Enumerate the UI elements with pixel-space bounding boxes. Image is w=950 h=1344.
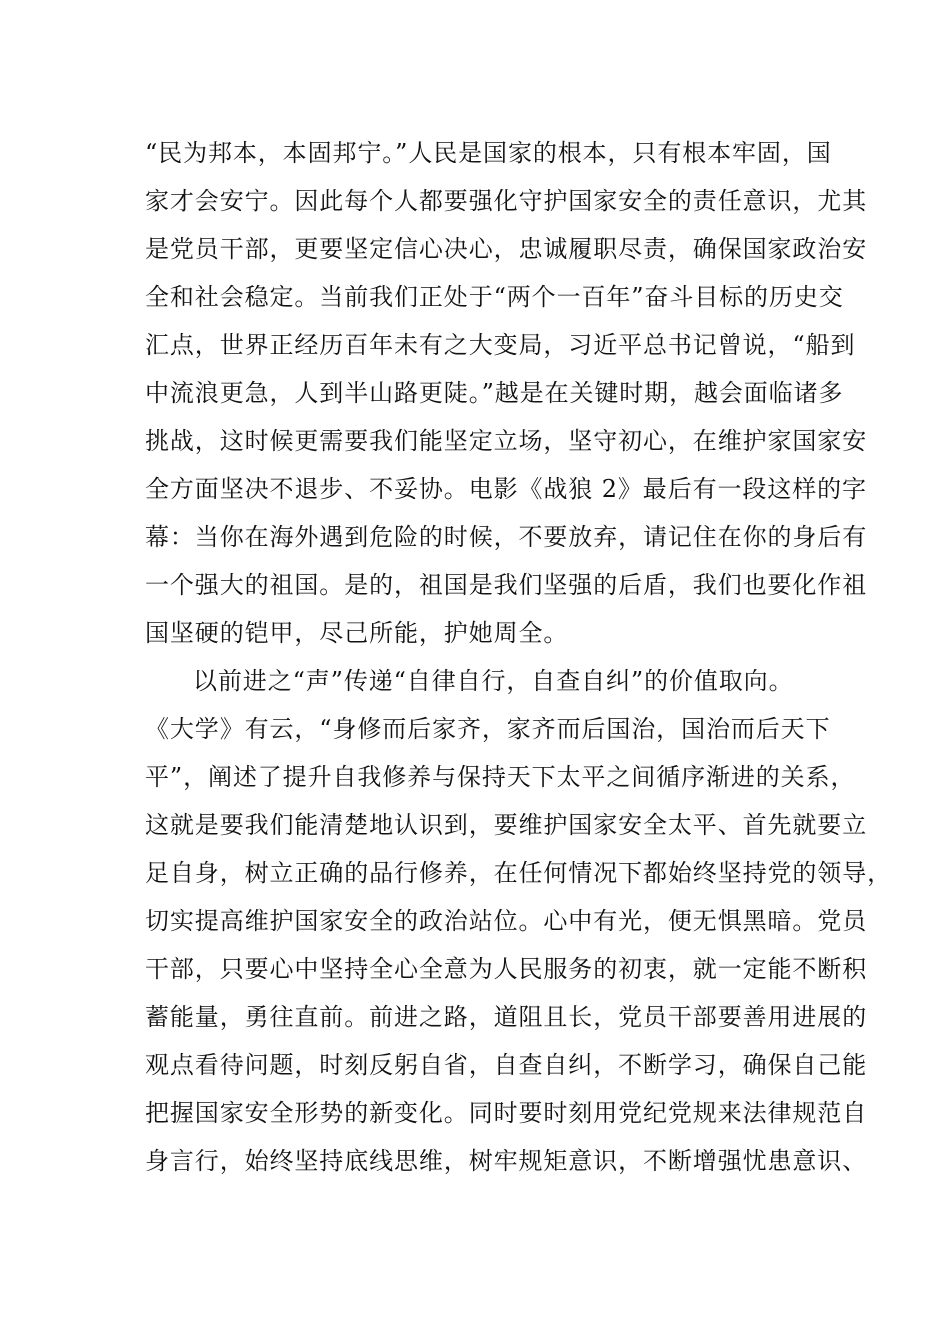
text-line: “民为邦本，本固邦宁。”人民是国家的根本，只有根本牢固，国 (145, 139, 832, 167)
text-line: 全和社会稳定。当前我们正处于“两个一百年”奋斗目标的历史交 (145, 283, 844, 311)
text-line: 观点看待问题，时刻反躬自省，自查自纠，不断学习，确保自己能 (145, 1051, 868, 1079)
text-line: 全方面坚决不退步、不妥协。电影《战狼 2》最后有一段这样的字 (145, 475, 867, 503)
text-line: 干部，只要心中坚持全心全意为人民服务的初衷，就一定能不断积 (145, 955, 868, 983)
text-line: 挑战，这时候更需要我们能坚定立场，坚守初心，在维护家国家安 (145, 427, 868, 455)
text-line: 把握国家安全形势的新变化。同时要时刻用党纪党规来法律规范自 (145, 1099, 868, 1127)
text-line: 切实提高维护国家安全的政治站位。心中有光，便无惧黑暗。党员 (145, 907, 868, 935)
text-line: 国坚硬的铠甲，尽己所能，护她周全。 (145, 619, 569, 647)
text-line: 足自身，树立正确的品行修养，在任何情况下都始终坚持党的领导， (145, 859, 892, 887)
text-line: 是党员干部，更要坚定信心决心，忠诚履职尽责，确保国家政治安 (145, 235, 868, 263)
text-line: 家才会安宁。因此每个人都要强化守护国家安全的责任意识，尤其 (145, 187, 868, 215)
text-line: 身言行，始终坚持底线思维，树牢规矩意识，不断增强忧患意识、 (145, 1147, 868, 1175)
paragraph-first-line: 以前进之“声”传递“自律自行，自查自纠”的价值取向。 (193, 667, 794, 695)
text-line: 中流浪更急，人到半山路更陡。”越是在关键时期，越会面临诸多 (145, 379, 844, 407)
text-line: 《大学》有云，“身修而后家齐，家齐而后国治，国治而后天下 (145, 715, 831, 743)
text-line: 这就是要我们能清楚地认识到，要维护国家安全太平、首先就要立 (145, 811, 868, 839)
text-line: 一个强大的祖国。是的，祖国是我们坚强的后盾，我们也要化作祖 (145, 571, 868, 599)
text-line: 汇点，世界正经历百年未有之大变局，习近平总书记曾说，“船到 (145, 331, 856, 359)
text-line: 幕：当你在海外遇到危险的时候，不要放弃，请记住在你的身后有 (145, 523, 868, 551)
text-line: 蓄能量，勇往直前。前进之路，道阻且长，党员干部要善用进展的 (145, 1003, 868, 1031)
text-line: 平”，阐述了提升自我修养与保持天下太平之间循序渐进的关系， (145, 763, 856, 791)
